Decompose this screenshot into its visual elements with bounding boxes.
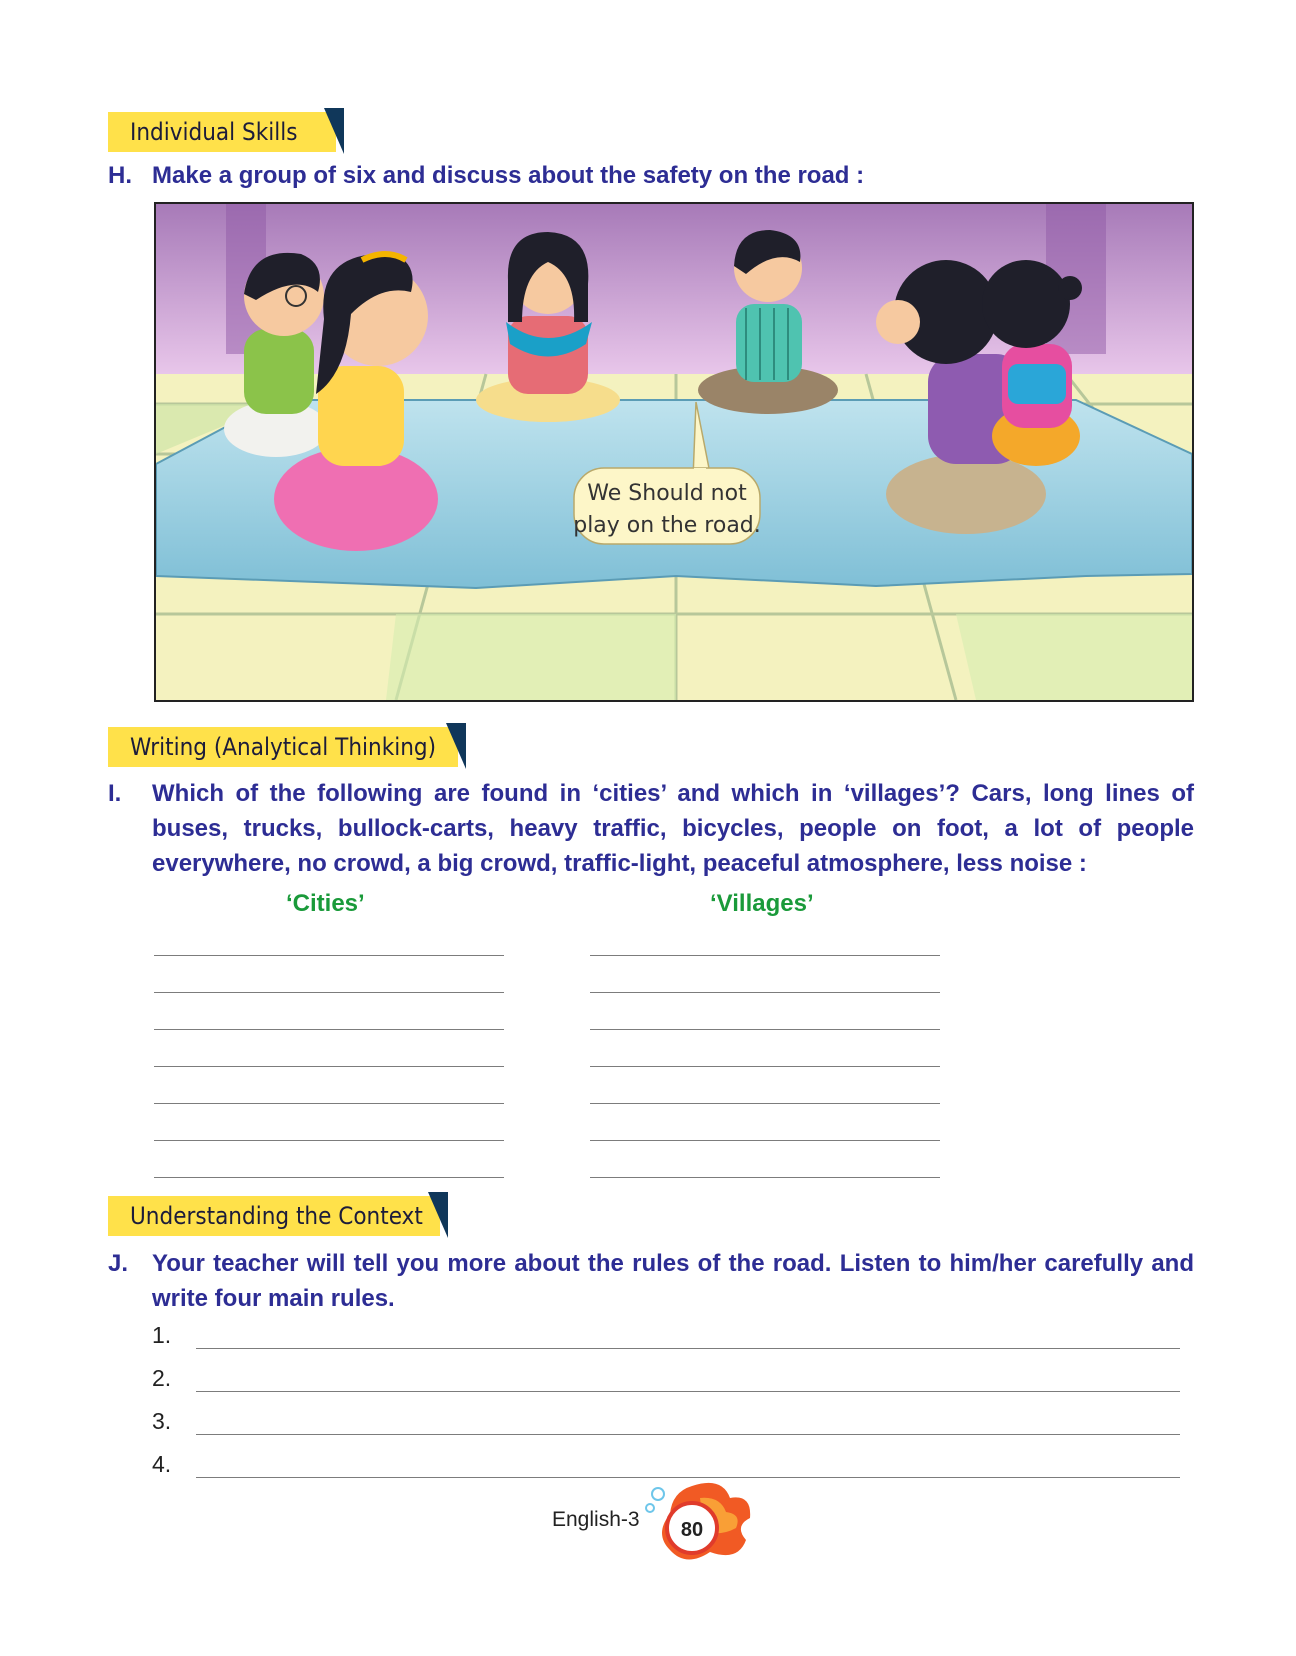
cities-answer-line[interactable]	[154, 1066, 504, 1067]
rule-answer-line[interactable]	[196, 1434, 1180, 1435]
villages-answer-line[interactable]	[590, 992, 940, 993]
question-letter: I.	[108, 780, 122, 807]
question-h	[108, 158, 1194, 193]
cities-answer-line[interactable]	[154, 1177, 504, 1178]
villages-answer-line[interactable]	[590, 1140, 940, 1141]
cities-answer-line[interactable]	[154, 955, 504, 956]
bubble-icon	[646, 1504, 654, 1512]
cities-heading: ‘Cities’	[286, 890, 365, 917]
rule-answer-line[interactable]	[196, 1391, 1180, 1392]
cities-answer-line[interactable]	[154, 1140, 504, 1141]
cities-answer-line[interactable]	[154, 1103, 504, 1104]
rule-answer-line[interactable]	[196, 1348, 1180, 1349]
section-tag-label: Writing (Analytical Thinking)	[130, 733, 437, 761]
book-title: English-3	[552, 1508, 640, 1531]
page-number: 80	[680, 1519, 704, 1541]
rule-number: 3.	[152, 1408, 172, 1434]
group-discussion-illustration	[154, 202, 1194, 702]
section-tag-individual-skills	[108, 112, 336, 152]
rule-number: 1.	[152, 1322, 172, 1348]
villages-answer-line[interactable]	[590, 1066, 940, 1067]
tag-flag-icon	[428, 1192, 448, 1238]
tag-flag-icon	[446, 723, 466, 769]
tag-flag-icon	[324, 108, 344, 154]
children-sitting-illustration	[156, 204, 1192, 700]
rule-number: 2.	[152, 1365, 172, 1391]
rule-number: 4.	[152, 1451, 172, 1477]
cities-answer-line[interactable]	[154, 992, 504, 993]
question-j	[108, 1246, 1194, 1316]
speech-line-2: play on the road.	[573, 513, 761, 538]
villages-answer-line[interactable]	[590, 1103, 940, 1104]
speech-line-1: We Should not	[587, 481, 747, 506]
section-tag-understanding-context	[108, 1196, 440, 1236]
section-tag-label: Understanding the Context	[130, 1202, 423, 1230]
cities-answer-line[interactable]	[154, 1029, 504, 1030]
villages-answer-line[interactable]	[590, 1177, 940, 1178]
bubble-icon	[652, 1488, 664, 1500]
villages-answer-line[interactable]	[590, 955, 940, 956]
page-number-badge	[630, 1476, 756, 1568]
question-text: Your teacher will tell you more about the rules of the road. Listen to him/her carefully and write four main rules.	[152, 1250, 1194, 1312]
question-text: Make a group of six and discuss about the safety on the road :	[152, 162, 865, 189]
villages-heading: ‘Villages’	[710, 890, 814, 917]
villages-answer-line[interactable]	[590, 1029, 940, 1030]
question-text: Which of the following are found in ‘cities’ and which in ‘villages’? Cars, long lines of buses, trucks, bullock-carts, heavy traffic, bicycles, people on foot, a lot of people everywhere, no crowd, a big crowd, traffic-light, peaceful atmosphere, less noise :	[152, 780, 1194, 877]
section-tag-label: Individual Skills	[130, 118, 298, 146]
section-tag-writing	[108, 727, 458, 767]
question-letter: J.	[108, 1250, 129, 1277]
question-i	[108, 776, 1194, 881]
question-letter: H.	[108, 162, 132, 189]
